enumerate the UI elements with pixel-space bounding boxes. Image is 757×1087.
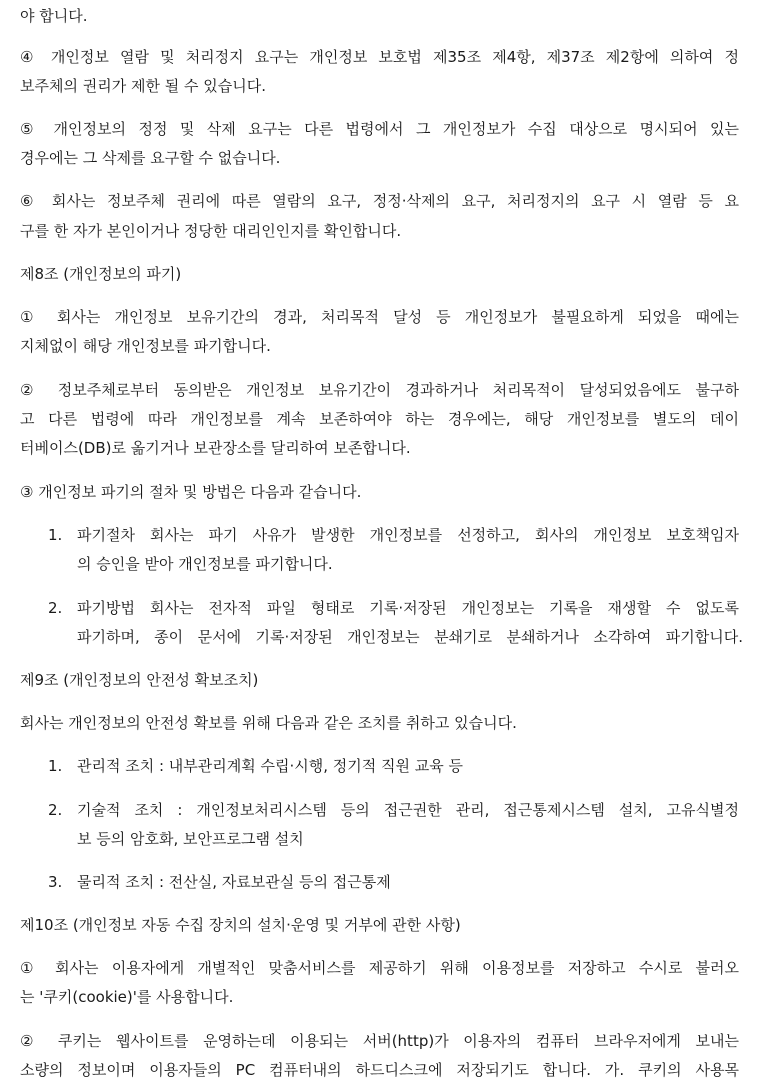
paragraph-line: ④ 개인정보 열람 및 처리정지 요구는 개인정보 보호법 제35조 제4항, 제37조 제2항에 의하여 정: [20, 48, 739, 66]
paragraph-line: ① 회사는 이용자에게 개별적인 맞춤서비스를 제공하기 위해 이용정보를 저장하고 수시로 불러오: [20, 959, 739, 977]
paragraph-line: ③ 개인정보 파기의 절차 및 방법은 다음과 같습니다.: [20, 483, 362, 501]
paragraph-line: 구를 한 자가 본인이거나 정당한 대리인인지를 확인합니다.: [20, 222, 402, 240]
list-item-line: 관리적 조치 : 내부관리계획 수립·시행, 정기적 직원 교육 등: [77, 757, 464, 775]
paragraph-line: 터베이스(DB)로 옮기거나 보관장소를 달리하여 보존합니다.: [20, 439, 411, 457]
section-heading: 제10조 (개인정보 자동 수집 장치의 설치·운영 및 거부에 관한 사항): [20, 916, 461, 934]
paragraph-line: ② 쿠키는 웹사이트를 운영하는데 이용되는 서버(http)가 이용자의 컴퓨터 브라우저에게 보내는: [20, 1032, 739, 1050]
section-heading: 제9조 (개인정보의 안전성 확보조치): [20, 671, 259, 689]
paragraph-line: ① 회사는 개인정보 보유기간의 경과, 처리목적 달성 등 개인정보가 불필요하게 되었을 때에는: [20, 308, 739, 326]
paragraph-line: 경우에는 그 삭제를 요구할 수 없습니다.: [20, 149, 281, 167]
list-item-line: 파기절차 회사는 파기 사유가 발생한 개인정보를 선정하고, 회사의 개인정보 보호책임자: [77, 526, 739, 544]
list-item-line: 물리적 조치 : 전산실, 자료보관실 등의 접근통제: [77, 873, 391, 891]
section-heading: 제8조 (개인정보의 파기): [20, 265, 182, 283]
paragraph-line: 고 다른 법령에 따라 개인정보를 계속 보존하여야 하는 경우에는, 해당 개인정보를 별도의 데이: [20, 410, 739, 428]
list-item-line: 파기방법 회사는 전자적 파일 형태로 기록·저장된 개인정보는 기록을 재생할 수 없도록: [77, 599, 739, 617]
paragraph-line: 보주체의 권리가 제한 될 수 있습니다.: [20, 77, 266, 95]
paragraph-line: 야 합니다.: [20, 7, 88, 25]
paragraph-line: 지체없이 해당 개인정보를 파기합니다.: [20, 337, 271, 355]
list-number: 3.: [48, 873, 63, 891]
list-number: 2.: [48, 801, 63, 819]
paragraph-line: 소량의 정보이며 이용자들의 PC 컴퓨터내의 하드디스크에 저장되기도 합니다. 가. 쿠키의 사용목: [20, 1061, 739, 1079]
list-number: 1.: [48, 757, 63, 775]
paragraph-line: ⑤ 개인정보의 정정 및 삭제 요구는 다른 법령에서 그 개인정보가 수집 대상으로 명시되어 있는: [20, 120, 739, 138]
list-number: 1.: [48, 526, 63, 544]
list-item-line: 보 등의 암호화, 보안프로그램 설치: [77, 830, 304, 848]
list-item-line: 의 승인을 받아 개인정보를 파기합니다.: [77, 555, 333, 573]
paragraph-line: 회사는 개인정보의 안전성 확보를 위해 다음과 같은 조치를 취하고 있습니다.: [20, 714, 517, 732]
list-item-line: 기술적 조치 : 개인정보처리시스템 등의 접근권한 관리, 접근통제시스템 설치, 고유식별정: [77, 801, 739, 819]
paragraph-line: ⑥ 회사는 정보주체 권리에 따른 열람의 요구, 정정·삭제의 요구, 처리정지의 요구 시 열람 등 요: [20, 192, 739, 210]
paragraph-line: 는 '쿠키(cookie)'를 사용합니다.: [20, 988, 234, 1006]
list-item-line: 파기하며, 종이 문서에 기록·저장된 개인정보는 분쇄기로 분쇄하거나 소각하여 파기합니다.: [77, 628, 743, 646]
list-number: 2.: [48, 599, 63, 617]
paragraph-line: ② 정보주체로부터 동의받은 개인정보 보유기간이 경과하거나 처리목적이 달성되었음에도 불구하: [20, 381, 739, 399]
